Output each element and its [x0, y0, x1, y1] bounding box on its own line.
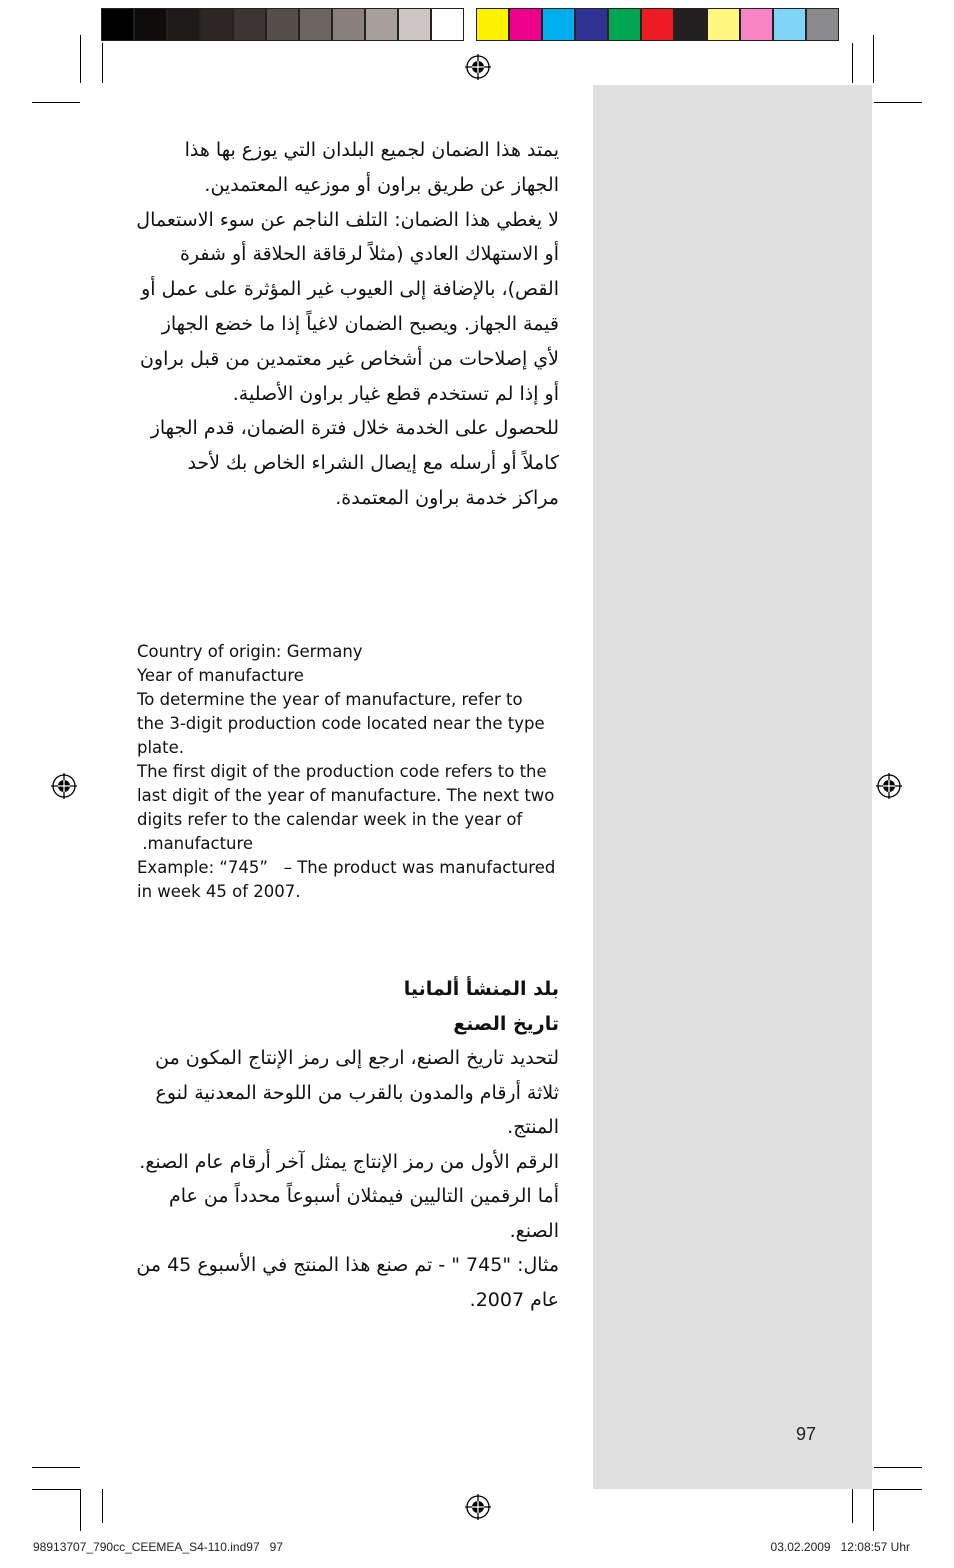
footer-file-info: 98913707_790cc_CEEMEA_S4-110.ind97 97 [33, 1540, 283, 1554]
footer-timestamp: 03.02.2009 12:08:57 Uhr [770, 1540, 910, 1554]
color-swatch [674, 8, 707, 41]
text-line: أو إذا لم تستخدم قطع غيار براون الأصلية. [232, 382, 559, 405]
warranty-text-ar [110, 133, 559, 516]
color-calibration-bar [101, 8, 839, 41]
color-swatch [509, 8, 542, 41]
text-line: digits refer to the calendar week in the year of [137, 810, 523, 829]
crop-mark [32, 1467, 80, 1468]
text-line: لتحديد تاريخ الصنع، ارجع إلى رمز الإنتاج المكون من [155, 1047, 559, 1069]
crop-mark [852, 1489, 853, 1523]
registration-mark-icon [465, 1494, 491, 1520]
color-swatch [167, 8, 200, 41]
color-swatch [641, 8, 674, 41]
color-swatch [398, 8, 431, 41]
text-line: .manufacture [137, 834, 254, 853]
text-line: in week 45 of 2007. [137, 882, 301, 901]
text-line: Example: “745” – The product was manufactured [137, 858, 556, 877]
color-swatch [806, 8, 839, 41]
crop-mark [852, 43, 853, 83]
color-swatch [299, 8, 332, 41]
text-line: أما الرقمين التاليين فيمثلان أسبوعاً محدداً من عام [168, 1185, 559, 1207]
registration-mark-icon [51, 773, 77, 799]
text-line: أو الاستهلاك العادي (مثلاً لرقاقة الحلاقة أو شفرة [179, 243, 559, 266]
color-swatch [266, 8, 299, 41]
text-line: مراكز خدمة براون المعتمدة. [335, 486, 559, 509]
color-swatch [608, 8, 641, 41]
heading-year: تاريخ الصنع [453, 1012, 559, 1035]
heading-country: بلد المنشأ ألمانيا [403, 978, 559, 1000]
origin-text-ar [110, 972, 559, 1317]
color-swatch [707, 8, 740, 41]
color-swatch [575, 8, 608, 41]
text-line: لا يغطي هذا الضمان: التلف الناجم عن سوء الاستعمال [136, 208, 559, 231]
color-swatch [476, 8, 509, 41]
crop-mark [80, 35, 81, 83]
color-swatch [773, 8, 806, 41]
text-line: القص)، بالإضافة إلى العيوب غير المؤثرة على عمل أو [141, 278, 559, 301]
page-number: 97 [796, 1424, 817, 1444]
color-swatch [542, 8, 575, 41]
text-line: يمتد هذا الضمان لجميع البلدان التي يوزع بها هذا [184, 139, 559, 161]
color-swatch [233, 8, 266, 41]
color-swatch [332, 8, 365, 41]
crop-mark [32, 1489, 80, 1490]
text-line: To determine the year of manufacture, refer to [137, 690, 523, 709]
text-line: last digit of the year of manufacture. The next two [137, 786, 555, 805]
color-swatch [200, 8, 233, 41]
crop-mark [102, 43, 103, 83]
text-line: مثال: "745 " - تم صنع هذا المنتج في الأسبوع 45 من [136, 1254, 559, 1276]
color-swatch [134, 8, 167, 41]
crop-mark [80, 1489, 81, 1531]
text-line: لأي إصلاحات من أشخاص غير معتمدين من قبل براون [139, 347, 559, 370]
text-line: الجهاز عن طريق براون أو موزعيه المعتمدين. [204, 173, 559, 196]
color-swatch [365, 8, 398, 41]
color-swatch [431, 8, 464, 41]
text-line: للحصول على الخدمة خلال فترة الضمان، قدم الجهاز [150, 417, 559, 440]
crop-mark [874, 1467, 922, 1468]
text-line: The first digit of the production code refers to the [137, 762, 547, 781]
origin-text-en [137, 640, 557, 904]
text-line: Year of manufacture [137, 666, 304, 685]
side-panel [593, 85, 872, 1489]
color-swatch [101, 8, 134, 41]
registration-mark-icon [876, 773, 902, 799]
color-swatch [740, 8, 773, 41]
text-line: عام 2007. [469, 1288, 559, 1311]
text-line: كاملاً أو أرسله مع إيصال الشراء الخاص بك لأحد [187, 452, 559, 475]
registration-mark-icon [465, 54, 491, 80]
text-line: الرقم الأول من رمز الإنتاج يمثل آخر أرقام عام الصنع. [139, 1150, 559, 1173]
crop-mark [873, 35, 874, 83]
crop-mark [32, 102, 80, 103]
text-line: the 3-digit production code located near the type [137, 714, 545, 733]
crop-mark [873, 1489, 874, 1531]
crop-mark [874, 1489, 922, 1490]
text-line: الصنع. [509, 1219, 559, 1242]
crop-mark [874, 102, 922, 103]
text-line: plate. [137, 738, 185, 757]
crop-mark [102, 1489, 103, 1523]
text-line: قيمة الجهاز. ويصبح الضمان لاغياً إذا ما خضع الجهاز [161, 312, 559, 335]
text-line: ثلاثة أرقام والمدون بالقرب من اللوحة المعدنية لنوع المنتج. [155, 1081, 559, 1138]
text-line: Country of origin: Germany [137, 642, 363, 661]
